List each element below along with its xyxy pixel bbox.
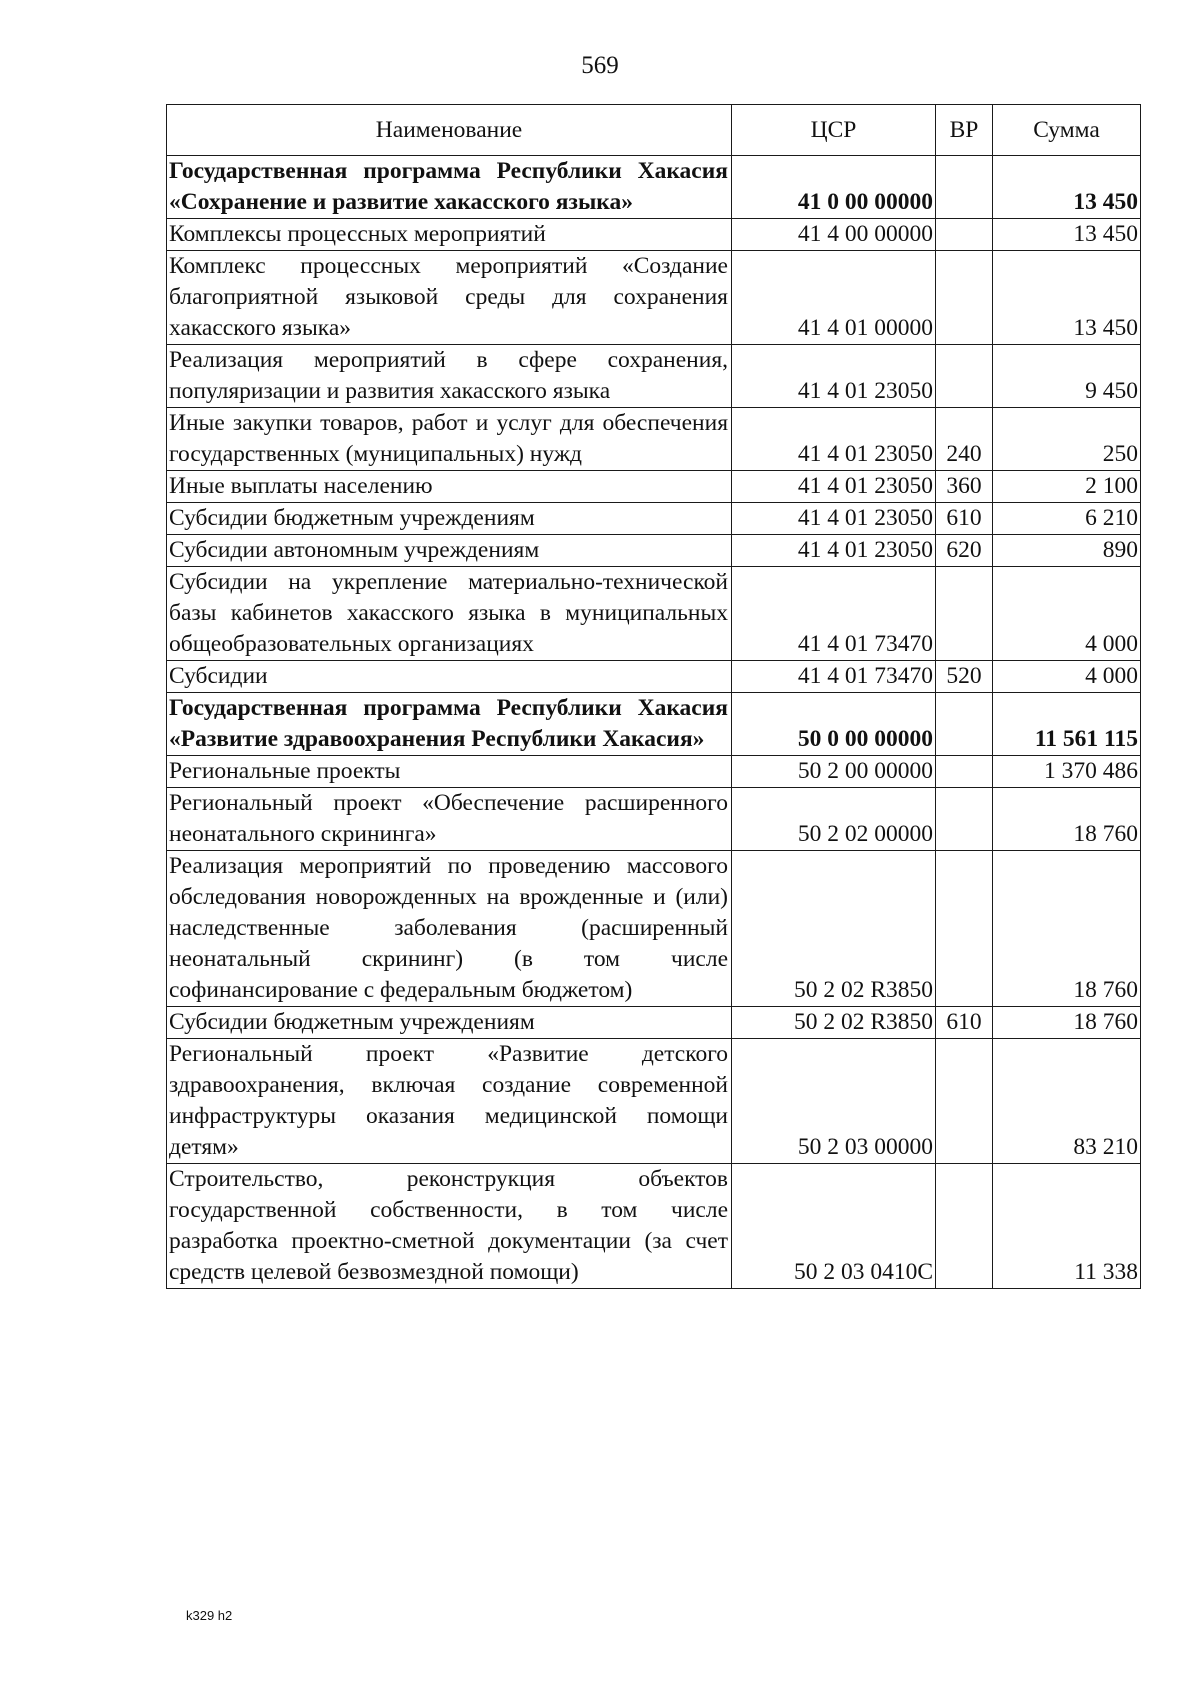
cell-sum: 83 210	[993, 1039, 1141, 1164]
cell-csr: 41 4 01 23050	[732, 345, 936, 408]
table-row	[167, 567, 1141, 661]
table-row	[167, 1039, 1141, 1164]
cell-csr: 50 2 00 00000	[732, 756, 936, 788]
cell-name: Комплексы процессных мероприятий	[167, 219, 732, 251]
cell-name: Субсидии автономным учреждениям	[167, 535, 732, 567]
cell-vr: 360	[936, 471, 993, 503]
cell-sum: 890	[993, 535, 1141, 567]
cell-sum: 13 450	[993, 219, 1141, 251]
cell-vr: 240	[936, 408, 993, 471]
cell-csr: 41 4 01 23050	[732, 408, 936, 471]
cell-csr: 41 4 01 23050	[732, 471, 936, 503]
cell-csr: 50 2 03 00000	[732, 1039, 936, 1164]
cell-vr	[936, 251, 993, 345]
cell-sum: 4 000	[993, 567, 1141, 661]
table-row	[167, 756, 1141, 788]
cell-name: Иные выплаты населению	[167, 471, 732, 503]
cell-vr: 610	[936, 1007, 993, 1039]
table-row	[167, 156, 1141, 219]
page-number: 569	[581, 52, 619, 79]
cell-name: Государственная программа Республики Хакасия «Сохранение и развитие хакасского языка»	[167, 156, 732, 219]
cell-vr	[936, 851, 993, 1007]
cell-vr: 620	[936, 535, 993, 567]
cell-sum: 13 450	[993, 251, 1141, 345]
cell-sum: 6 210	[993, 503, 1141, 535]
cell-name: Региональный проект «Развитие детского здравоохранения, включая создание современной инфраструктуры оказания медицинской помощи детям»	[167, 1039, 732, 1164]
cell-csr: 50 2 02 R3850	[732, 851, 936, 1007]
cell-name: Субсидии бюджетным учреждениям	[167, 503, 732, 535]
cell-name: Иные закупки товаров, работ и услуг для обеспечения государственных (муниципальных) нужд	[167, 408, 732, 471]
table-row	[167, 1007, 1141, 1039]
cell-sum: 18 760	[993, 1007, 1141, 1039]
cell-sum: 4 000	[993, 661, 1141, 693]
cell-sum: 11 338	[993, 1164, 1141, 1289]
table-row	[167, 251, 1141, 345]
cell-vr: 520	[936, 661, 993, 693]
cell-name: Реализация мероприятий по проведению массового обследования новорожденных на врожденные и (или) наследственные заболевания (расширенный неонатальный скрининг) (в том числе софинансирование с федеральным бюджетом)	[167, 851, 732, 1007]
cell-csr: 41 0 00 00000	[732, 156, 936, 219]
table-row	[167, 661, 1141, 693]
cell-vr: 610	[936, 503, 993, 535]
cell-name: Комплекс процессных мероприятий «Создание благоприятной языковой среды для сохранения хакасского языка»	[167, 251, 732, 345]
cell-sum: 9 450	[993, 345, 1141, 408]
cell-csr: 50 2 02 R3850	[732, 1007, 936, 1039]
cell-csr: 50 0 00 00000	[732, 693, 936, 756]
header-csr: ЦСР	[732, 105, 936, 156]
table-row	[167, 408, 1141, 471]
cell-vr	[936, 693, 993, 756]
table-row	[167, 1164, 1141, 1289]
cell-vr	[936, 567, 993, 661]
cell-csr: 41 4 00 00000	[732, 219, 936, 251]
cell-sum: 18 760	[993, 851, 1141, 1007]
cell-vr	[936, 345, 993, 408]
cell-vr	[936, 156, 993, 219]
cell-vr	[936, 1164, 993, 1289]
cell-csr: 41 4 01 73470	[732, 567, 936, 661]
table-row	[167, 471, 1141, 503]
table-row	[167, 219, 1141, 251]
cell-sum: 2 100	[993, 471, 1141, 503]
cell-csr: 50 2 03 0410C	[732, 1164, 936, 1289]
cell-name: Субсидии на укрепление материально-технической базы кабинетов хакасского языка в муниципальных общеобразовательных организациях	[167, 567, 732, 661]
table-row	[167, 345, 1141, 408]
budget-table	[166, 104, 1141, 1289]
footer-code: k329 h2	[186, 1608, 233, 1623]
cell-csr: 41 4 01 23050	[732, 503, 936, 535]
cell-sum: 18 760	[993, 788, 1141, 851]
cell-sum: 1 370 486	[993, 756, 1141, 788]
table-header-row	[167, 105, 1141, 156]
cell-sum: 250	[993, 408, 1141, 471]
header-vr: ВР	[936, 105, 993, 156]
cell-vr	[936, 788, 993, 851]
cell-vr	[936, 1039, 993, 1164]
cell-name: Государственная программа Республики Хакасия «Развитие здравоохранения Республики Хакасия»	[167, 693, 732, 756]
cell-name: Региональные проекты	[167, 756, 732, 788]
cell-csr: 41 4 01 73470	[732, 661, 936, 693]
table-body	[167, 156, 1141, 1289]
cell-csr: 50 2 02 00000	[732, 788, 936, 851]
table-row	[167, 693, 1141, 756]
cell-csr: 41 4 01 00000	[732, 251, 936, 345]
cell-sum: 11 561 115	[993, 693, 1141, 756]
header-sum: Сумма	[993, 105, 1141, 156]
table-row	[167, 851, 1141, 1007]
cell-name: Строительство, реконструкция объектов государственной собственности, в том числе разработка проектно-сметной документации (за счет средств целевой безвозмездной помощи)	[167, 1164, 732, 1289]
cell-name: Субсидии бюджетным учреждениям	[167, 1007, 732, 1039]
cell-vr	[936, 756, 993, 788]
cell-name: Реализация мероприятий в сфере сохранения, популяризации и развития хакасского языка	[167, 345, 732, 408]
cell-name: Региональный проект «Обеспечение расширенного неонатального скрининга»	[167, 788, 732, 851]
cell-vr	[936, 219, 993, 251]
cell-sum: 13 450	[993, 156, 1141, 219]
cell-name: Субсидии	[167, 661, 732, 693]
cell-csr: 41 4 01 23050	[732, 535, 936, 567]
table-row	[167, 503, 1141, 535]
header-name: Наименование	[167, 105, 732, 156]
table-row	[167, 788, 1141, 851]
table-row	[167, 535, 1141, 567]
